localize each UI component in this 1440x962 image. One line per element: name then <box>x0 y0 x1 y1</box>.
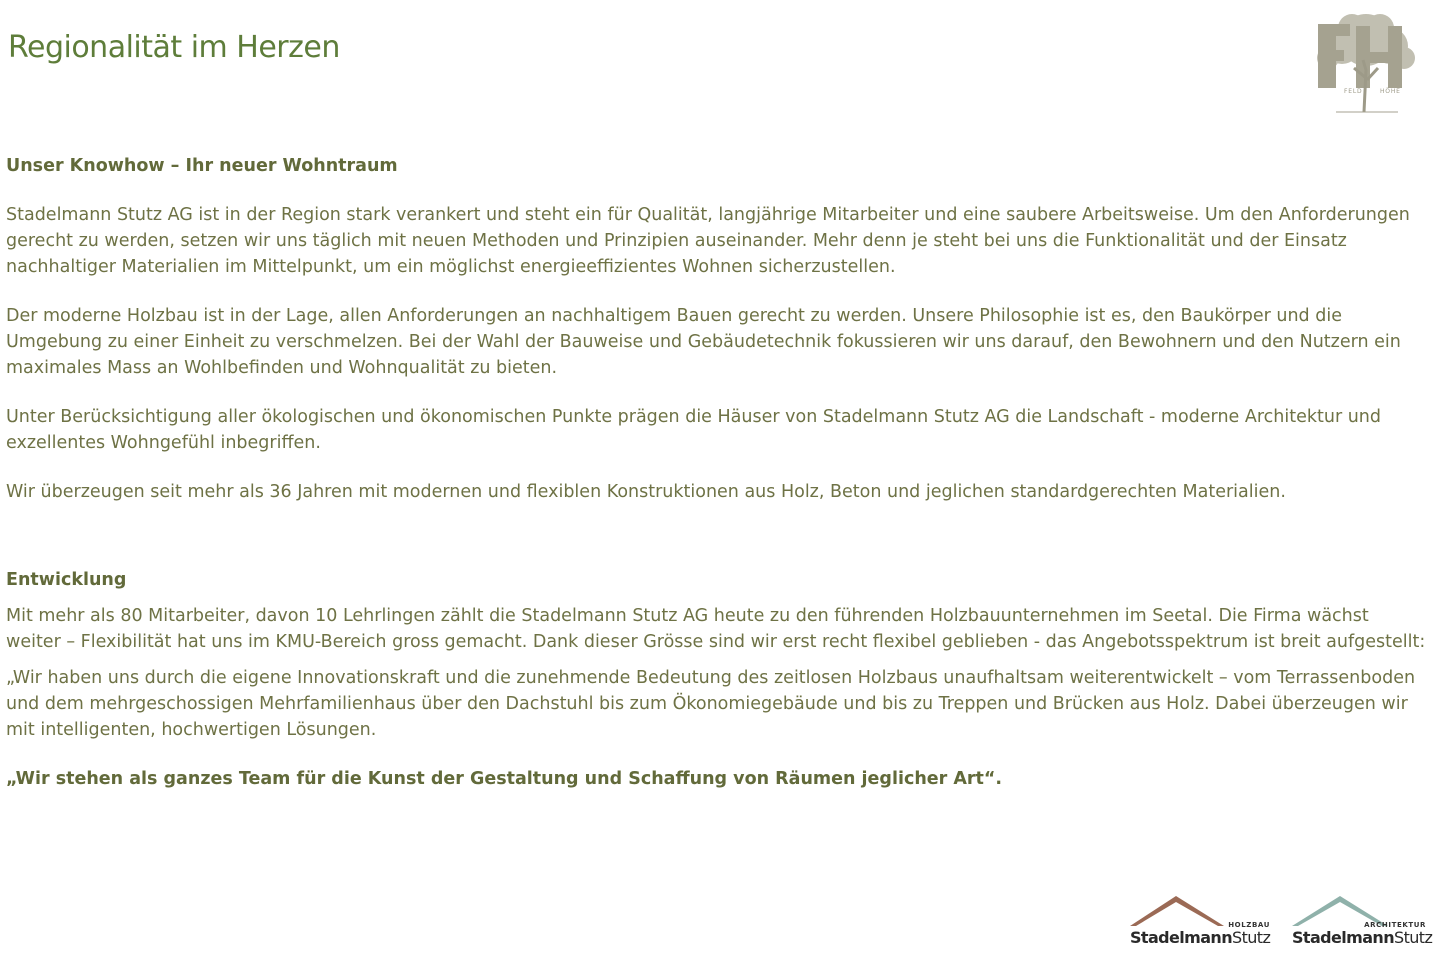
team-quote: „Wir stehen als ganzes Team für die Kunst der Gestaltung und Schaffung von Räumen jeglicher Art“. <box>6 769 1003 789</box>
holzbau-logo-subtitle: HOLZBAU <box>1228 921 1270 929</box>
architektur-logo-name-regular: Stutz <box>1394 928 1433 947</box>
entwicklung-paragraph-2: „Wir haben uns durch die eigene Innovationskraft und die zunehmende Bedeutung des zeitlosen Holzbaus unaufhaltsam weiterentwickelt – vom Terrassenboden und dem mehrgeschossigen Mehrfamilienhaus über den Dachstuhl bis zum Ökonomiegebäude und bis zu Treppen und Brücken aus Holz. Dabei überzeugen wir mit intelligenten, hochwertigen Lösungen. <box>6 668 1416 740</box>
entwicklung-paragraph-1: Mit mehr als 80 Mitarbeiter, davon 10 Lehrlingen zählt die Stadelmann Stutz AG heute zu den führenden Holzbauunternehmen im Seetal. Die Firma wächst weiter – Flexibilität hat uns im KMU-Bereich gross gemacht. Dank dieser Grösse sind wir erst recht flexibel geblieben - das Angebotsspektrum ist breit aufgestellt: <box>6 606 1426 652</box>
holzbau-logo-name-bold: Stadelmann <box>1130 928 1233 947</box>
holzbau-logo-name <box>1130 928 1270 947</box>
section-heading-entwicklung: Entwicklung <box>6 570 127 590</box>
main-content <box>6 153 1426 792</box>
architektur-logo-name-bold: Stadelmann <box>1292 928 1395 947</box>
page-title: Regionalität im Herzen <box>8 30 340 65</box>
architektur-logo <box>1290 892 1433 948</box>
knowhow-paragraph-4: Wir überzeugen seit mehr als 36 Jahren mit modernen und flexiblen Konstruktionen aus Holz, Beton und jeglichen standardgerechten Materialien. <box>6 482 1286 502</box>
knowhow-paragraph-2: Der moderne Holzbau ist in der Lage, allen Anforderungen an nachhaltigem Bauen gerecht zu werden. Unsere Philosophie ist es, den Baukörper und die Umgebung zu einer Einheit zu verschmelzen. Bei der Wahl der Bauweise und Gebäudetechnik fokussieren wir uns darauf, den Bewohnern und den Nutzern ein maximales Mass an Wohlbefinden und Wohnqualität zu bieten. <box>6 306 1401 378</box>
architektur-logo-name <box>1292 928 1432 947</box>
logo-label-right: HÖHE <box>1380 88 1401 95</box>
holzbau-logo-name-regular: Stutz <box>1232 928 1271 947</box>
footer-logos <box>1128 892 1433 950</box>
feld-hoehe-logo <box>1306 6 1426 114</box>
logo-label-left: FELD <box>1344 88 1363 95</box>
knowhow-paragraph-3: Unter Berücksichtigung aller ökologischen und ökonomischen Punkte prägen die Häuser von Stadelmann Stutz AG die Landschaft - moderne Architektur und exzellentes Wohngefühl inbegriffen. <box>6 407 1381 453</box>
section-heading-knowhow: Unser Knowhow – Ihr neuer Wohntraum <box>6 156 398 176</box>
tree-monogram-icon <box>1306 6 1426 114</box>
holzbau-logo <box>1128 892 1272 948</box>
architektur-logo-subtitle: ARCHITEKTUR <box>1364 921 1426 929</box>
knowhow-paragraph-1: Stadelmann Stutz AG ist in der Region stark verankert und steht ein für Qualität, langjährige Mitarbeiter und eine saubere Arbeitsweise. Um den Anforderungen gerecht zu werden, setzen wir uns täglich mit neuen Methoden und Prinzipien auseinander. Mehr denn je steht bei uns die Funktionalität und der Einsatz nachhaltiger Materialien im Mittelpunkt, um ein möglichst energieeffizientes Wohnen sicherzustellen. <box>6 205 1410 277</box>
